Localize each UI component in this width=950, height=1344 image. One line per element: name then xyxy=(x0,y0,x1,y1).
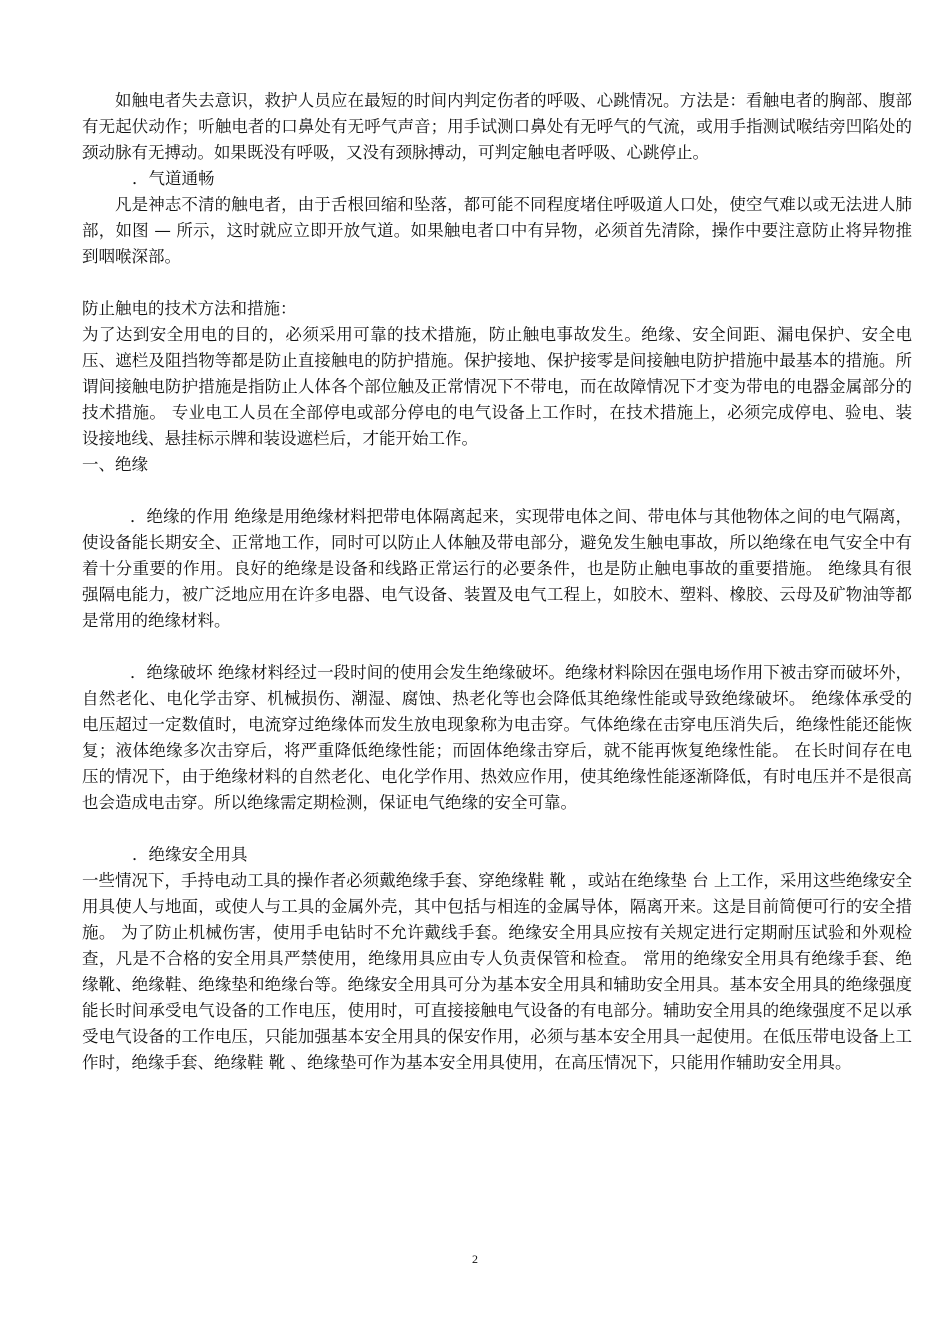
paragraph-insulation-role: ．绝缘的作用 绝缘是用绝缘材料把带电体隔离起来，实现带电体之间、带电体与其他物体之间的电气隔离，使设备能长期安全、正常地工作，同时可以防止人体触及带电部分，避免发生触电事故，所以绝缘在电气安全中有着十分重要的作用。良好的绝缘是设备和线路正常运行的必要条件，也是防止触电事故的重要措施。 绝缘具有很强隔电能力，被广泛地应用在许多电器、电气设备、装置及电气工程上，如胶木、塑料、橡胶、云母及矿物油等都是常用的绝缘材料。 xyxy=(82,507,912,630)
heading-insulation: 一、绝缘 xyxy=(82,455,148,474)
paragraph-insulation-tools: 一些情况下，手持电动工具的操作者必须戴绝缘手套、穿绝缘鞋 靴 ，或站在绝缘垫 台 上工作，采用这些绝缘安全用具使人与地面，或使人与工具的金属外壳，其中包括与相连的金属导体，隔离开来。这是目前简便可行的安全措施。 为了防止机械伤害，使用手电钻时不允许戴线手套。绝缘安全用具应按有关规定进行定期耐压试验和外观检查，凡是不合格的安全用具严禁使用，绝缘用具应由专人负责保管和检查。 常用的绝缘安全用具有绝缘手套、绝缘靴、绝缘鞋、绝缘垫和绝缘台等。绝缘安全用具可分为基本安全用具和辅助安全用具。基本安全用具的绝缘强度能长时间承受电气设备的工作电压，使用时，可直接接触电气设备的有电部分。辅助安全用具的绝缘强度不足以承受电气设备的工作电压，只能加强基本安全用具的保安作用，必须与基本安全用具一起使用。在低压带电设备上工作时，绝缘手套、绝缘鞋 靴 、绝缘垫可作为基本安全用具使用，在高压情况下，只能用作辅助安全用具。 xyxy=(82,871,912,1072)
paragraph-airway: 凡是神志不清的触电者，由于舌根回缩和坠落，都可能不同程度堵住呼吸道人口处，使空气难以或无法进人肺部，如图 — 所示，这时就应立即开放气道。如果触电者口中有异物，必须首先清除，操作中要注意防止将异物推到咽喉深部。 xyxy=(82,195,912,266)
paragraph-insulation-breakdown: ．绝缘破坏 绝缘材料经过一段时间的使用会发生绝缘破坏。绝缘材料除因在强电场作用下被击穿而破坏外，自然老化、电化学击穿、机械损伤、潮湿、腐蚀、热老化等也会降低其绝缘性能或导致绝缘破坏。 绝缘体承受的电压超过一定数值时，电流穿过绝缘体而发生放电现象称为电击穿。气体绝缘在击穿电压消失后，绝缘性能还能恢复；液体绝缘多次击穿后，将严重降低绝缘性能；而固体绝缘击穿后，就不能再恢复绝缘性能。 在长时间存在电压的情况下，由于绝缘材料的自然老化、电化学作用、热效应作用，使其绝缘性能逐渐降低，有时电压并不是很高也会造成电击穿。所以绝缘需定期检测，保证电气绝缘的安全可靠。 xyxy=(82,663,912,812)
paragraph-prevention-methods: 为了达到安全用电的目的，必须采用可靠的技术措施，防止触电事故发生。绝缘、安全间距、漏电保护、安全电压、遮栏及阻挡物等都是防止直接触电的防护措施。保护接地、保护接零是间接触电防护措施中最基本的措施。所谓间接触电防护措施是指防止人体各个部位触及正常情况下不带电，而在故障情况下才变为带电的电器金属部分的技术措施。 专业电工人员在全部停电或部分停电的电气设备上工作时，在技术措施上，必须完成停电、验电、装设接地线、悬挂标示牌和装设遮栏后，才能开始工作。 xyxy=(82,325,912,448)
heading-prevention-methods: 防止触电的技术方法和措施： xyxy=(82,299,297,318)
document-body xyxy=(82,88,912,1076)
spacer xyxy=(82,270,912,296)
spacer xyxy=(82,634,912,660)
spacer xyxy=(82,816,912,842)
paragraph-consciousness-check: 如触电者失去意识，救护人员应在最短的时间内判定伤者的呼吸、心跳情况。方法是：看触电者的胸部、腹部有无起伏动作；听触电者的口鼻处有无呼气声音；用手试测口鼻处有无呼气的气流，或用手指测试喉结旁凹陷处的颈动脉有无搏动。如果既没有呼吸，又没有颈脉搏动，可判定触电者呼吸、心跳停止。 xyxy=(82,91,912,162)
heading-airway: ．气道通畅 xyxy=(132,169,215,188)
heading-insulation-tools: ．绝缘安全用具 xyxy=(132,845,248,864)
spacer xyxy=(82,478,912,504)
page-number: 2 xyxy=(472,1252,478,1266)
